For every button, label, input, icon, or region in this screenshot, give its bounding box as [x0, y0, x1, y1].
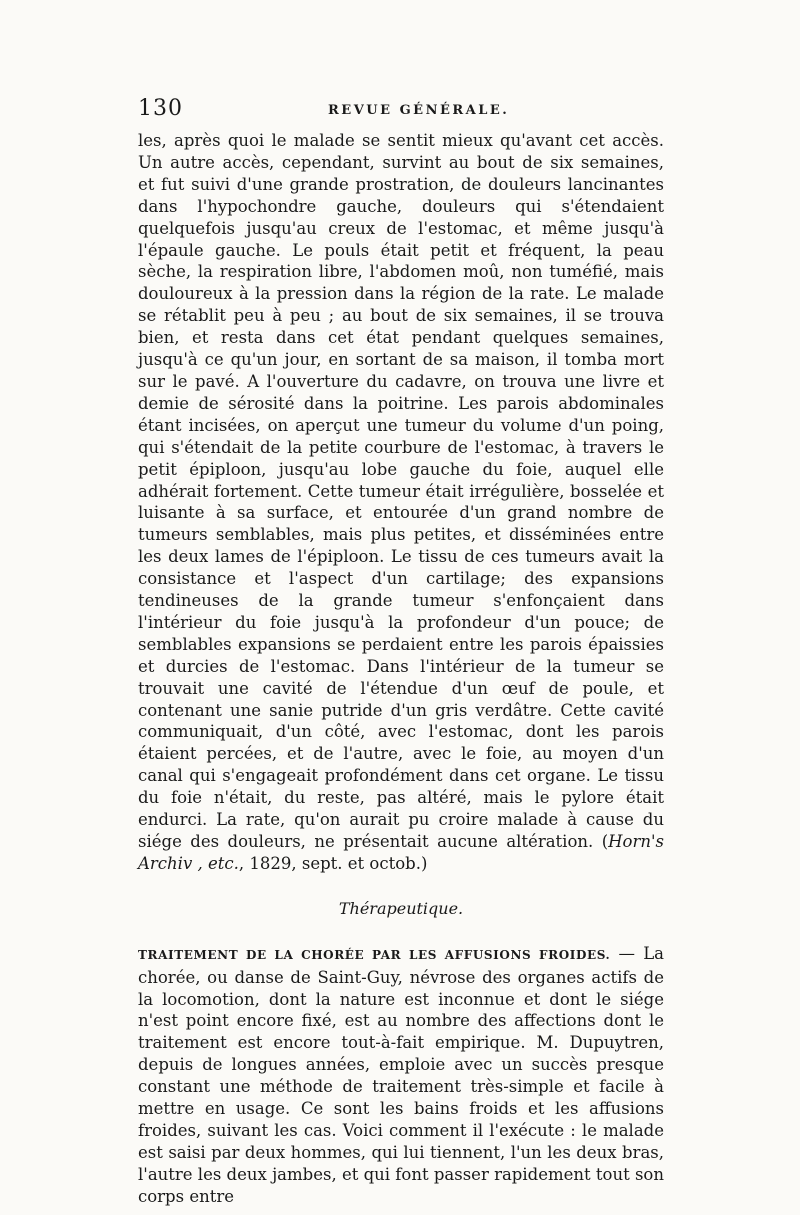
article-text: — La chorée, ou danse de Saint-Guy, névrose des organes actifs de la locomotion, dont la nature est inconnue et dont le siége n'est point encore fixé, est au nombre des affections dont le traitement est encore tout-à-fait empirique. M. Dupuytren, depuis de longues années, emploie avec un succès presque constant une méthode de traitement très-simple et facile à mettre en usage. Ce sont les bains froids et les affusions froides, suivant les cas. Voici comment il l'exécute : le malade est saisi par deux hommes, qui lui tiennent, l'un les deux bras, l'autre les deux jambes, et qui font passer rapidement tout son corps entre	[138, 943, 664, 1206]
paragraph-text: les, après quoi le malade se sentit mieux qu'avant cet accès. Un autre accès, cependant, survint au bout de six semaines, et fut suivi d'une grande prostration, de douleurs lancinantes dans l'hypochondre gauche, douleurs qui s'étendaient quelquefois jusqu'au creux de l'estomac, et même jusqu'à l'épaule gauche. Le pouls était petit et fréquent, la peau sèche, la respiration libre, l'abdomen moû, non tuméfié, mais douloureux à la pression dans la région de la rate. Le malade se rétablit peu à peu ; au bout de six semaines, il se trouva bien, et resta dans cet état pendant quelques semaines, jusqu'à ce qu'un jour, en sortant de sa maison, il tomba mort sur le pavé. A l'ouverture du cadavre, on trouva une livre et demie de sérosité dans la poitrine. Les parois abdominales étant incisées, on aperçut une tumeur du volume d'un poing, qui s'étendait de la petite courbure de l'estomac, à travers le petit épiploon, jusqu'au lobe gauche du foie, auquel elle adhérait fortement. Cette tumeur était irrégulière, bosselée et luisante à sa surface, et entourée d'un grand nombre de tumeurs semblables, mais plus petites, et disséminées entre les deux lames de l'épiploon. Le tissu de ces tumeurs avait la consistance et l'aspect d'un cartilage; des expansions tendineuses de la grande tumeur s'enfonçaient dans l'intérieur du foie jusqu'à la profondeur d'un pouce; de semblables expansions se perdaient entre les parois épaissies et durcies de l'estomac. Dans l'intérieur de la tumeur se trouvait une cavité de l'étendue d'un œuf de poule, et contenant une sanie putride d'un gris verdâtre. Cette cavité communiquait, d'un côté, avec l'estomac, dont les parois étaient percées, et de l'autre, avec le foie, au moyen d'un canal qui s'engageait profondément dans cet organe. Le tissu du foie n'était, du reste, pas altéré, mais le pylore était endurci. La rate, qu'on aurait pu croire malade à cause du siége des douleurs, ne présentait aucune altération. (	[138, 131, 664, 851]
article-paragraph	[138, 943, 664, 1208]
running-title: REVUE GÉNÉRALE.	[328, 103, 510, 118]
page-number: 130	[138, 96, 183, 121]
article-title: TRAITEMENT DE LA CHORÉE PAR LES AFFUSIONS FROIDES.	[138, 947, 611, 962]
citation-reference: Horn's Archiv , etc.	[138, 832, 664, 873]
page-body	[138, 130, 664, 1208]
section-heading: Thérapeutique.	[338, 898, 464, 918]
citation-tail: , 1829, sept. et octob.)	[238, 853, 428, 873]
page-header	[138, 96, 658, 126]
paragraph-continuation	[138, 130, 664, 875]
